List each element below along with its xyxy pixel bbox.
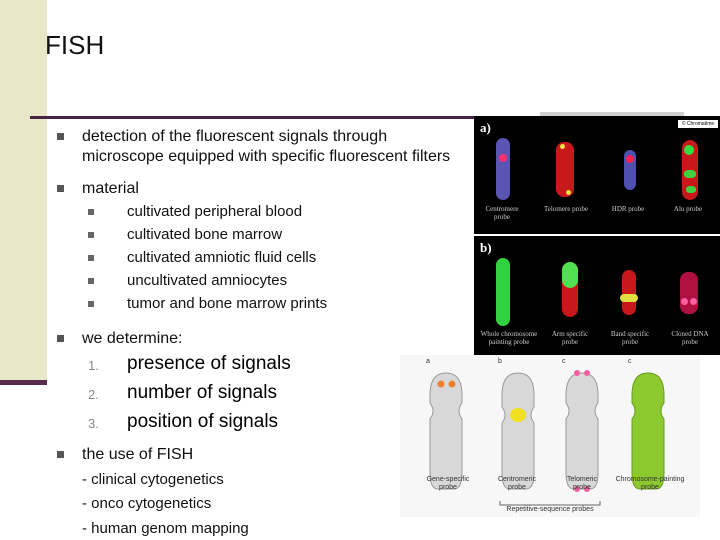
logo: © Chromatime <box>678 120 718 128</box>
diagram-caption: Chromosome-painting probe <box>615 476 685 491</box>
bullet-marker <box>57 185 64 192</box>
sidebar-accent-bar <box>0 380 47 385</box>
bullet-text: we determine: <box>82 330 183 347</box>
list-number: 1. <box>88 358 99 373</box>
diagram-caption: Gene-specific probe <box>426 476 470 491</box>
probe-signal <box>566 190 571 195</box>
probe-signal <box>560 144 565 149</box>
sub-bullet-marker <box>88 255 94 261</box>
probe-signal <box>684 145 694 155</box>
bullet-marker <box>57 451 64 458</box>
caption-a: Centromere probe <box>485 205 519 221</box>
material-item: cultivated amniotic fluid cells <box>127 249 317 266</box>
determine-item: presence of signals <box>127 353 291 374</box>
probe-signal <box>690 298 697 305</box>
bullet-text-line2: microscope equipped with specific fluorescent filters <box>82 148 451 165</box>
group-bracket <box>500 501 600 505</box>
caption-a: Alu probe <box>673 205 703 213</box>
chromosome-band-specific <box>622 270 636 315</box>
determine-item: number of signals <box>127 382 277 403</box>
bullet-text-line1: detection of the fluorescent signals through <box>82 128 388 145</box>
probe-signal <box>681 298 688 305</box>
panel-b-label: b) <box>480 240 492 255</box>
caption-a: HDR probe <box>611 205 645 213</box>
use-item: - clinical cytogenetics <box>82 471 224 488</box>
material-item: cultivated bone marrow <box>127 226 283 243</box>
painting-chromosome <box>632 373 664 489</box>
sub-bullet-marker <box>88 232 94 238</box>
slide-title: FISH <box>45 30 105 60</box>
caption-a: Telomere probe <box>543 205 589 213</box>
sidebar-accent <box>0 0 47 385</box>
probe-signal <box>562 262 578 288</box>
chromosome-centromere-probe <box>496 138 510 200</box>
probe-signal <box>499 154 507 162</box>
diagram-caption: Telomeric probe <box>567 476 597 491</box>
probe-signal <box>620 294 638 302</box>
material-item: cultivated peripheral blood <box>127 203 303 220</box>
bullet-text: material <box>82 180 139 197</box>
determine-item: position of signals <box>127 411 279 432</box>
letter-label: c <box>562 358 566 365</box>
use-item: - human genom mapping <box>82 520 249 537</box>
sub-bullet-marker <box>88 278 94 284</box>
caption-b: Band specific probe <box>610 330 650 346</box>
letter-label: b <box>498 358 502 365</box>
use-item: - onco cytogenetics <box>82 495 212 512</box>
probe-signal <box>686 186 696 193</box>
list-number: 2. <box>88 387 99 402</box>
letter-label: c <box>628 358 632 365</box>
chromosome-diagram-svg <box>400 355 700 517</box>
panel-a-label: a) <box>480 120 491 135</box>
sub-bullet-marker <box>88 209 94 215</box>
gene-specific-chromosome <box>430 373 462 489</box>
chromosome-cloned-dna <box>680 272 698 314</box>
bullet-marker <box>57 133 64 140</box>
chromosome-telomere-probe <box>556 142 574 197</box>
letter-label: a <box>426 358 430 365</box>
caption-b: Cloned DNA probe <box>671 330 709 346</box>
group-label: Repetitive-sequence probes <box>506 506 594 513</box>
caption-b: Whole chromosome painting probe <box>480 330 538 346</box>
bullet-marker <box>57 335 64 342</box>
material-item: uncultivated amniocytes <box>127 272 288 289</box>
caption-b: Arm specific probe <box>551 330 589 346</box>
bullet-text: the use of FISH <box>82 446 194 463</box>
chromosome-whole-painting <box>496 258 510 326</box>
material-item: tumor and bone marrow prints <box>127 295 328 312</box>
sub-bullet-marker <box>88 301 94 307</box>
telomeric-chromosome <box>566 370 598 492</box>
list-number: 3. <box>88 416 99 431</box>
diagram-caption: Centromeric probe <box>497 476 537 491</box>
probe-signal <box>684 170 696 178</box>
centromeric-chromosome <box>502 373 534 489</box>
probe-signal <box>626 155 634 163</box>
